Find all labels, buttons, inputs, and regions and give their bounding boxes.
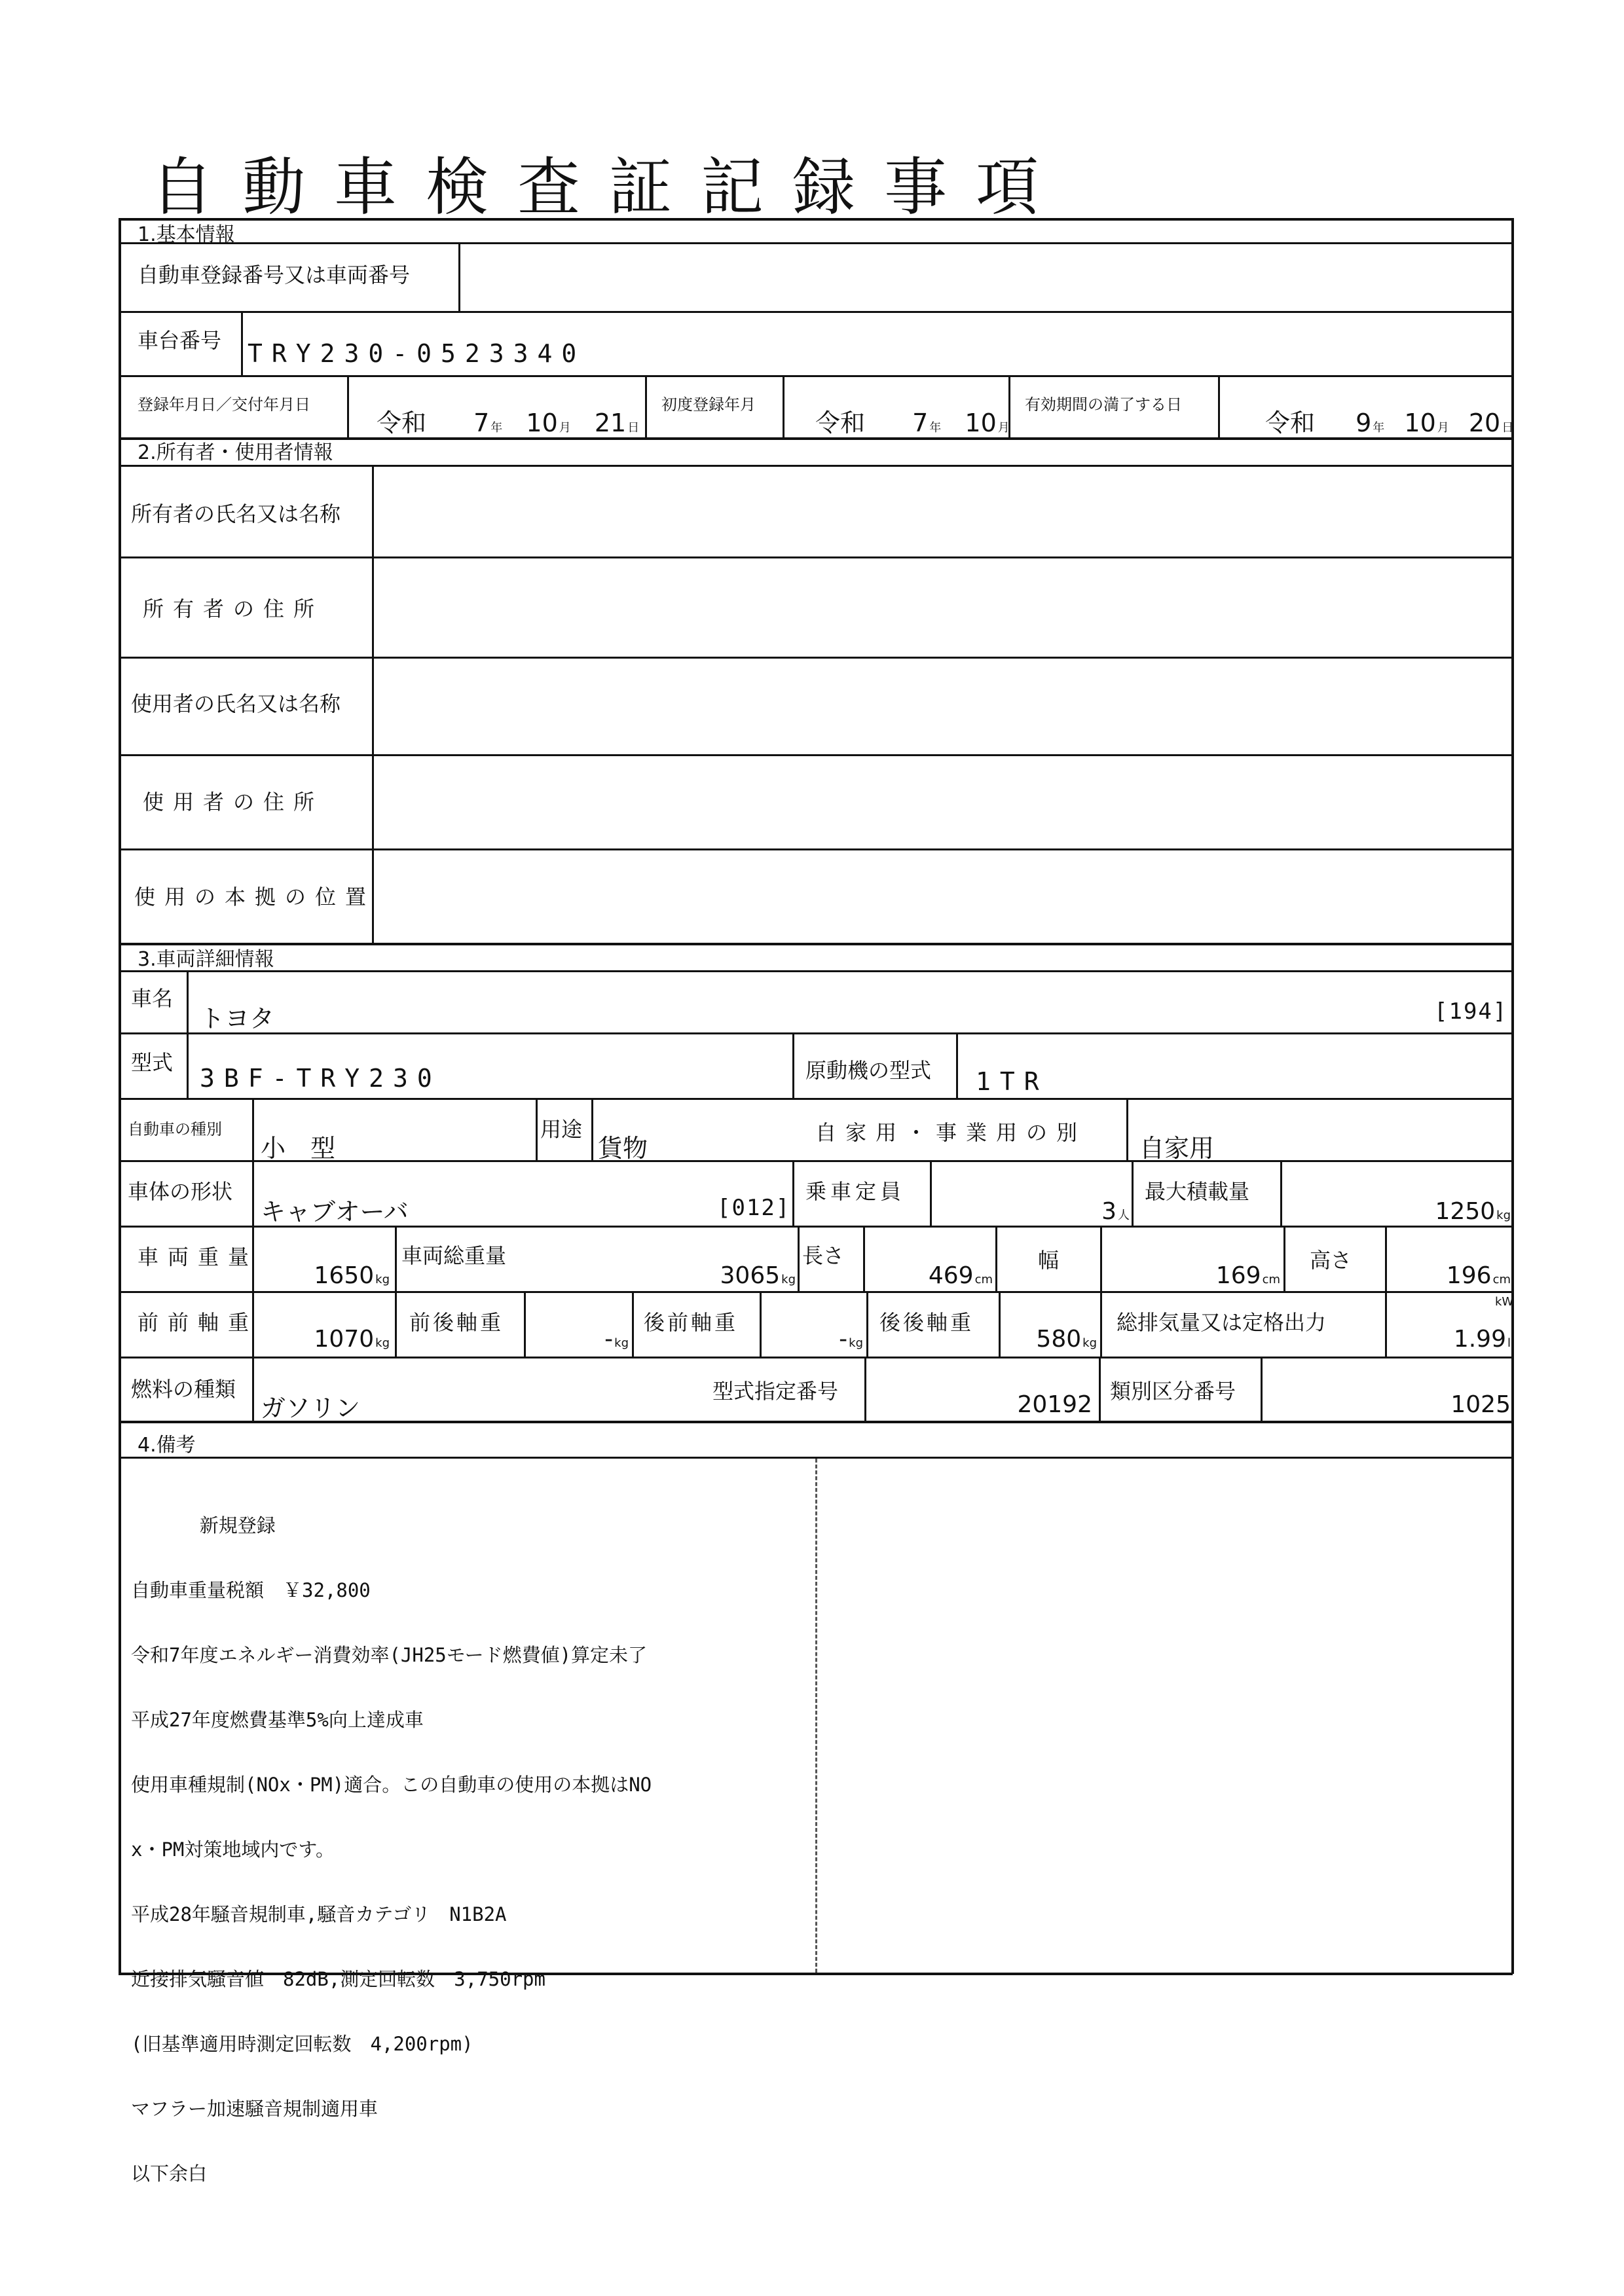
private-business-label: 自家用・事業用の別 — [815, 1120, 1087, 1145]
rule — [995, 1226, 997, 1291]
rule — [119, 1032, 1513, 1034]
unit: 年 — [490, 421, 503, 435]
number: 3 — [1101, 1198, 1116, 1225]
unit: 月 — [1437, 421, 1449, 435]
chassis-number-label: 車台番号 — [138, 328, 222, 353]
remarks-divider — [815, 1459, 817, 1973]
rule — [1099, 1357, 1101, 1421]
remarks-text — [131, 1472, 652, 2206]
rule — [632, 1291, 634, 1357]
rule — [372, 465, 374, 943]
day: 20 — [1468, 409, 1501, 437]
rule — [783, 375, 784, 437]
number: 1250 — [1435, 1198, 1496, 1225]
month: 10 — [965, 409, 997, 437]
displacement-label: 総排気量又は定格出力 — [1116, 1310, 1327, 1335]
unit: cm — [974, 1273, 993, 1286]
rule — [792, 1160, 794, 1226]
remarks-line: 以下余白 — [131, 2162, 208, 2185]
rule — [119, 657, 1513, 659]
rule — [591, 1098, 593, 1160]
remarks-line: 自動車重量税額 ￥32,800 — [131, 1579, 371, 1601]
remarks-line: 平成27年度燃費基準5%向上達成車 — [131, 1709, 424, 1731]
remarks-line: x・PM対策地域内です。 — [131, 1838, 335, 1861]
rule — [252, 1160, 254, 1226]
remarks-line: マフラー加速騒音規制適用車 — [131, 2098, 378, 2120]
height-label: 高さ — [1310, 1248, 1352, 1273]
rule — [645, 375, 647, 437]
make-code: [194] — [1434, 998, 1508, 1025]
front-rear-axle-label: 前後軸重 — [409, 1310, 504, 1335]
number: 1650 — [314, 1262, 375, 1289]
section-2-heading: 2.所有者・使用者情報 — [138, 441, 333, 464]
unit: kg — [849, 1336, 863, 1350]
number: 1070 — [314, 1326, 375, 1353]
number: 580 — [1036, 1326, 1082, 1353]
vehicle-class-value: 小 型 — [261, 1134, 336, 1163]
rule — [119, 1357, 1513, 1358]
rule — [252, 1357, 254, 1421]
rule — [1008, 375, 1010, 437]
rear-rear-axle-label: 後後軸重 — [879, 1310, 974, 1335]
section-1-heading: 1.基本情報 — [138, 223, 235, 246]
rule — [395, 1291, 397, 1357]
engine-type-value: 1TR — [976, 1067, 1048, 1096]
body-shape-code: [012] — [717, 1195, 791, 1221]
unit: kg — [1082, 1336, 1097, 1350]
rule — [241, 311, 243, 375]
fuel-type-value: ガソリン — [261, 1394, 361, 1423]
registration-date-label: 登録年月日／交付年月日 — [138, 395, 310, 414]
model-value: 3BF-TRY230 — [200, 1064, 441, 1093]
vehicle-weight-value — [252, 1262, 390, 1289]
category-number-value: 1025 — [1450, 1391, 1511, 1418]
unit: l — [1507, 1336, 1511, 1350]
rule — [119, 754, 1513, 756]
rule — [1126, 1098, 1128, 1160]
gross-weight-label: 車両総重量 — [401, 1243, 507, 1268]
rule — [798, 1226, 800, 1291]
rear-front-axle-label: 後前軸重 — [644, 1310, 739, 1335]
height-value — [1385, 1262, 1511, 1289]
registration-date-value — [377, 403, 639, 439]
rule — [252, 1098, 254, 1160]
first-registration-value — [815, 403, 1010, 439]
unit: 日 — [627, 421, 640, 435]
number: - — [604, 1326, 614, 1353]
number: 196 — [1446, 1262, 1492, 1289]
body-shape-label: 車体の形状 — [128, 1179, 233, 1204]
rule — [956, 1032, 958, 1098]
rule — [119, 848, 1513, 850]
year: 9 — [1356, 409, 1372, 437]
user-name-label: 使用者の氏名又は名称 — [131, 691, 341, 716]
rule — [119, 465, 1513, 467]
remarks-line: 平成28年騒音規制車,騒音カテゴリ N1B2A — [131, 1903, 507, 1925]
unit: kg — [1496, 1209, 1511, 1222]
rule — [119, 1973, 1513, 1975]
base-location-label: 使用の本拠の位置 — [134, 884, 376, 909]
type-designation-label: 型式指定番号 — [712, 1379, 839, 1404]
month: 10 — [526, 409, 558, 437]
registration-number-label: 自動車登録番号又は車両番号 — [138, 263, 411, 287]
year: 7 — [912, 409, 929, 437]
rule — [119, 218, 1513, 221]
owner-name-label: 所有者の氏名又は名称 — [131, 501, 341, 526]
rule — [119, 556, 1513, 558]
number: - — [839, 1326, 848, 1353]
capacity-label: 乗車定員 — [805, 1179, 906, 1204]
unit: kg — [375, 1273, 390, 1286]
unit: 年 — [1373, 421, 1385, 435]
remarks-line: 新規登録 — [131, 1514, 276, 1537]
front-front-axle-label: 前前軸重 — [138, 1310, 259, 1335]
number: 469 — [928, 1262, 974, 1289]
year: 7 — [473, 409, 490, 437]
rule — [866, 1291, 868, 1357]
make-value: トヨタ — [200, 1004, 275, 1033]
chassis-number-value: TRY230-0523340 — [248, 339, 586, 368]
capacity-value — [930, 1198, 1130, 1225]
gross-weight-value — [395, 1262, 796, 1289]
day: 21 — [594, 409, 627, 437]
category-number-label: 類別区分番号 — [1110, 1379, 1236, 1404]
rule — [119, 375, 1513, 377]
era: 令和 — [815, 409, 866, 437]
section-4-heading: 4.備考 — [138, 1434, 196, 1457]
rule — [119, 1291, 1513, 1293]
remarks-line: 近接排気騒音値 82dB,測定回転数 3,750rpm — [131, 1968, 545, 1990]
frame-right — [1511, 218, 1514, 1974]
rule — [119, 1098, 1513, 1100]
number: 169 — [1215, 1262, 1261, 1289]
displacement-value — [1385, 1326, 1511, 1353]
rule — [1218, 375, 1220, 437]
length-label: 長さ — [802, 1243, 845, 1268]
rule — [1100, 1291, 1102, 1357]
section-3-heading: 3.車両詳細情報 — [138, 948, 274, 971]
unit: 年 — [929, 421, 942, 435]
rule — [458, 242, 460, 311]
rule — [1132, 1160, 1134, 1226]
width-label: 幅 — [1038, 1248, 1060, 1273]
max-load-label: 最大積載量 — [1145, 1179, 1250, 1204]
unit: 月 — [997, 421, 1010, 435]
rule — [119, 242, 1513, 244]
model-label: 型式 — [131, 1050, 174, 1075]
rule — [187, 970, 189, 1032]
engine-type-label: 原動機の型式 — [805, 1058, 932, 1083]
max-load-value — [1280, 1198, 1511, 1225]
rule — [187, 1032, 189, 1098]
expiry-date-label: 有効期間の満了する日 — [1025, 395, 1182, 414]
remarks-line: 使用車種規制(NOx・PM)適合。この自動車の使用の本拠はNO — [131, 1774, 652, 1796]
rule — [119, 1421, 1513, 1423]
private-business-value: 自家用 — [1139, 1134, 1215, 1163]
displacement-unit-top: kW — [1495, 1295, 1514, 1309]
month: 10 — [1404, 409, 1436, 437]
remarks-line: 令和7年度エネルギー消費効率(JH25モード燃費値)算定未了 — [131, 1644, 648, 1666]
unit: kg — [375, 1336, 390, 1350]
rule — [119, 1226, 1513, 1228]
unit: cm — [1262, 1273, 1280, 1286]
rule — [792, 1032, 794, 1098]
unit: kg — [781, 1273, 796, 1286]
vehicle-class-label: 自動車の種別 — [128, 1120, 222, 1139]
unit: cm — [1492, 1273, 1511, 1286]
unit: 日 — [1502, 421, 1514, 435]
expiry-date-value — [1265, 403, 1513, 439]
unit: kg — [614, 1336, 629, 1350]
body-shape-value: キャブオーバ — [261, 1197, 409, 1226]
number: 1.99 — [1453, 1326, 1506, 1353]
rule — [119, 943, 1513, 945]
first-registration-label: 初度登録年月 — [661, 395, 756, 414]
type-designation-value: 20192 — [1017, 1391, 1092, 1418]
rule — [1283, 1226, 1285, 1291]
vehicle-weight-label: 車両重量 — [138, 1245, 259, 1269]
frame-left — [119, 218, 121, 1974]
era: 令和 — [1265, 409, 1316, 437]
rear-rear-axle-value — [999, 1326, 1097, 1353]
rear-front-axle-value — [760, 1326, 863, 1353]
fuel-type-label: 燃料の種類 — [131, 1377, 236, 1402]
rule — [119, 1160, 1513, 1162]
unit: 月 — [559, 421, 571, 435]
rule — [119, 970, 1513, 972]
rule — [119, 311, 1513, 313]
document-title: 自動車検査証記録事項 — [151, 151, 1067, 224]
unit: 人 — [1118, 1209, 1130, 1222]
owner-address-label: 所有者の住所 — [143, 596, 324, 621]
rule — [347, 375, 349, 437]
front-front-axle-value — [252, 1326, 390, 1353]
user-address-label: 使用者の住所 — [143, 790, 324, 814]
number: 3065 — [720, 1262, 781, 1289]
era: 令和 — [377, 409, 427, 437]
front-rear-axle-value — [524, 1326, 629, 1353]
width-value — [1100, 1262, 1280, 1289]
rule — [536, 1098, 538, 1160]
use-label: 用途 — [540, 1117, 583, 1142]
make-label: 車名 — [131, 986, 174, 1011]
remarks-line: (旧基準適用時測定回転数 4,200rpm) — [131, 2033, 473, 2055]
length-value — [863, 1262, 993, 1289]
use-value: 貨物 — [598, 1134, 648, 1163]
